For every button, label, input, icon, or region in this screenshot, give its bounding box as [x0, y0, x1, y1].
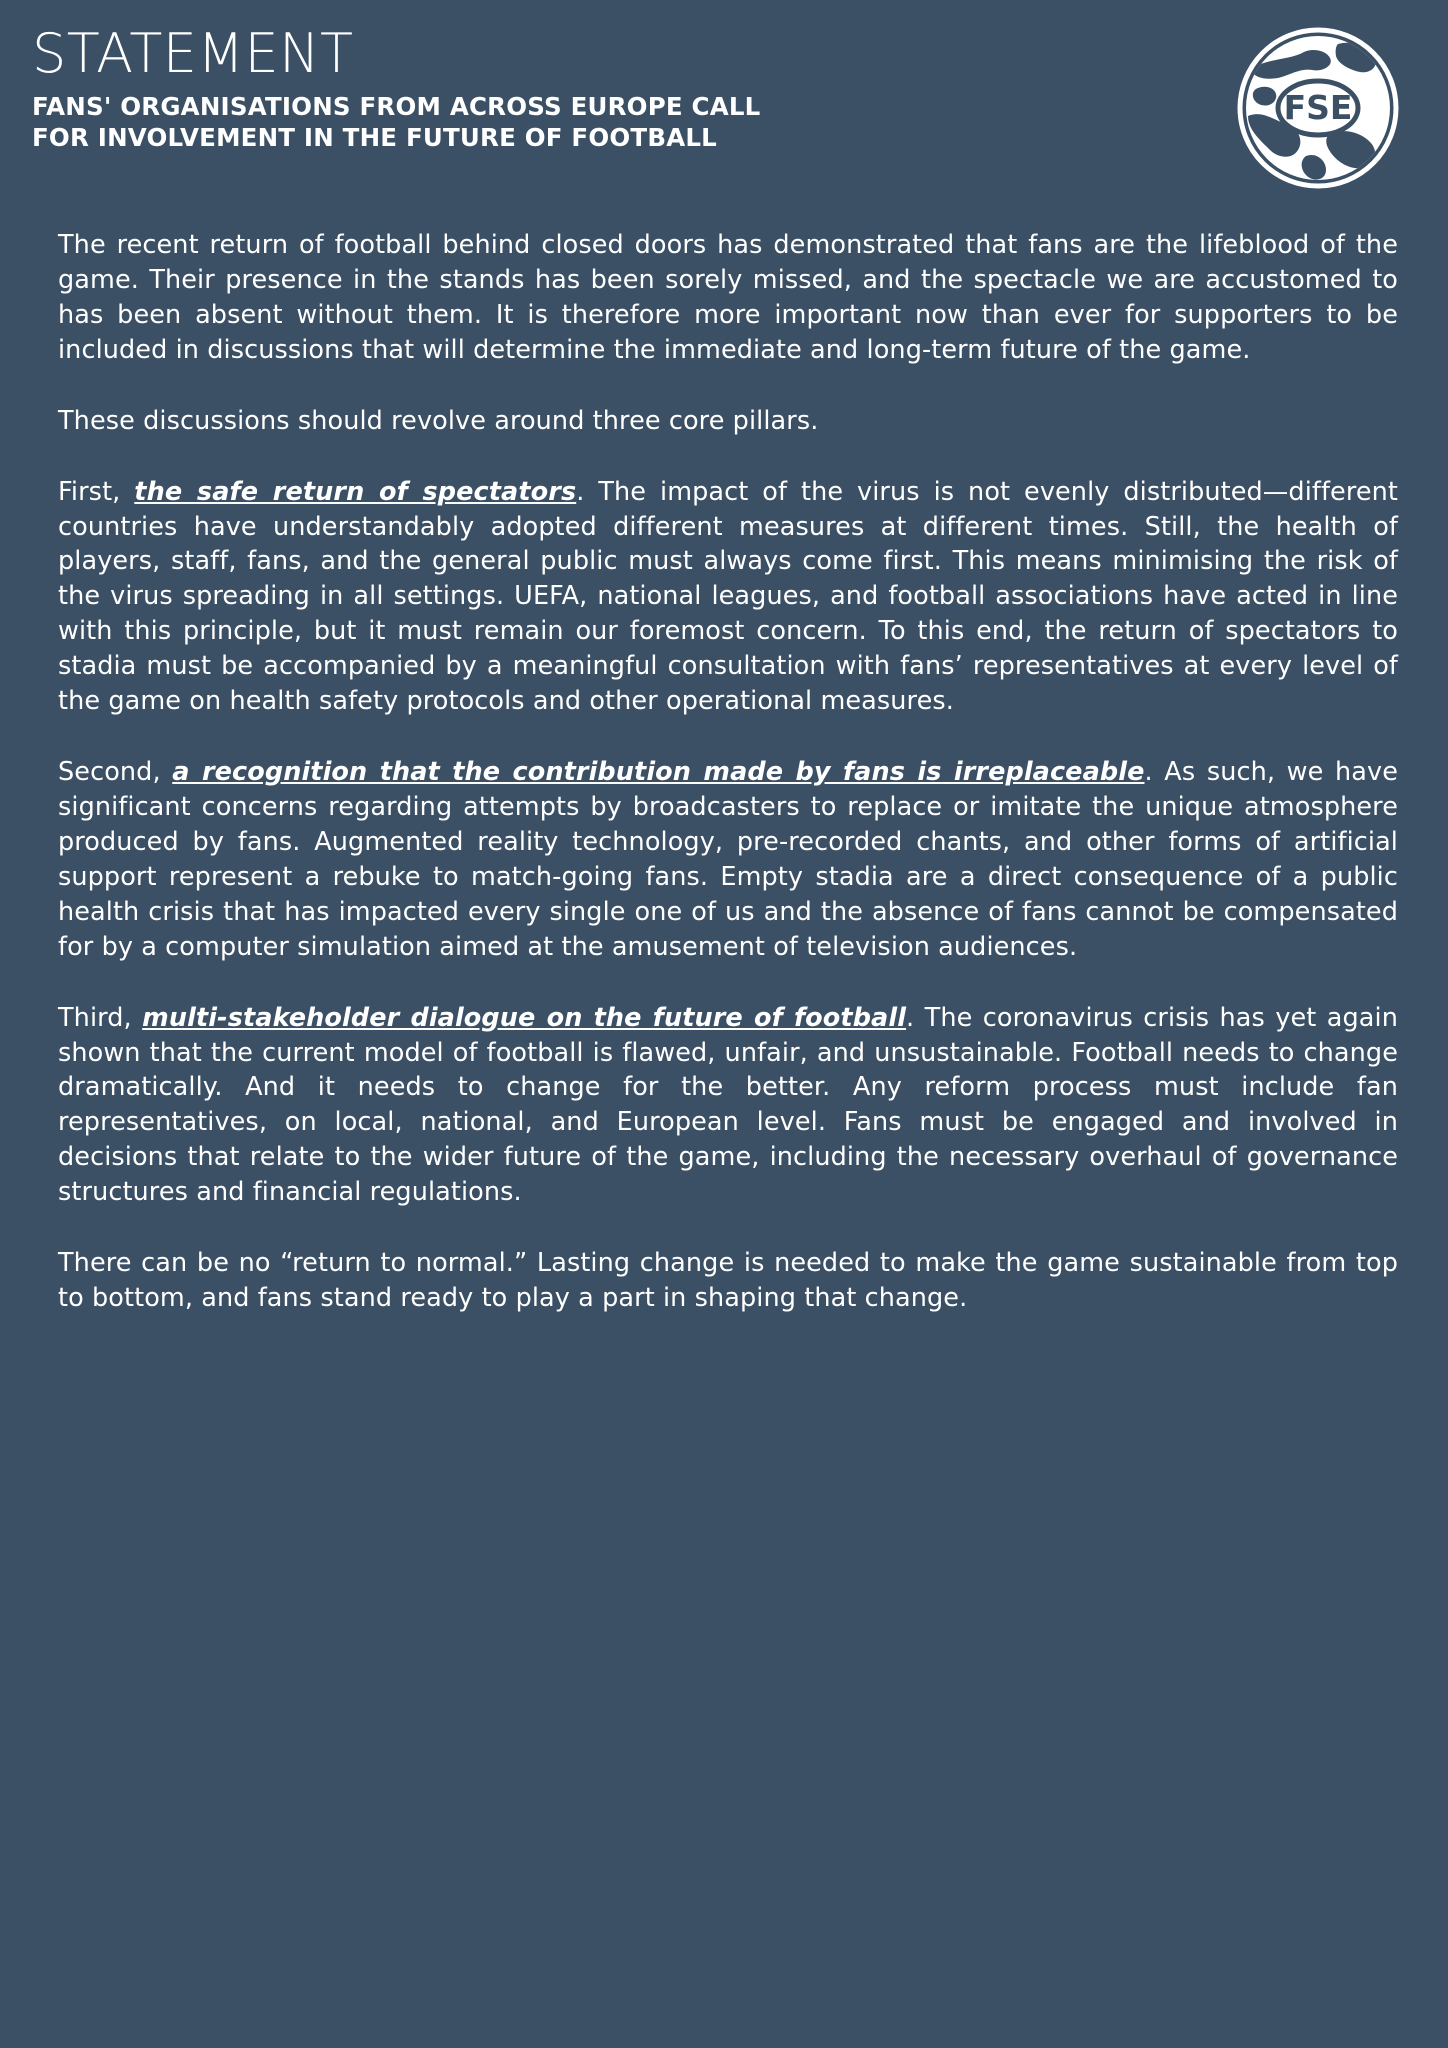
- pillar-one-emphasis: the safe return of spectators: [134, 476, 577, 507]
- pillar-two-lead: Second,: [58, 757, 173, 788]
- paragraph-intro: The recent return of football behind closed doors has demonstrated that fans are the lifeblood of the game. Their presence in the stands has been sorely missed, and the spectacle we are accustomed to has been absent without them. It is therefore more important now than ever for supporters to be included in discussions that will determine the immediate and long-term future of the game.: [58, 230, 1398, 365]
- header-text-block: [32, 22, 761, 154]
- paragraph-conclusion: There can be no “return to normal.” Lasting change is needed to make the game sustainable from top to bottom, and fans stand ready to play a part in shaping that change.: [58, 1248, 1398, 1314]
- paragraph-pillars-lead: These discussions should revolve around three core pillars.: [58, 405, 819, 436]
- pillar-three-emphasis: multi-stakeholder dialogue on the future of football: [142, 1002, 907, 1033]
- page-subtitle-line-1: FANS' ORGANISATIONS FROM ACROSS EUROPE CALL: [32, 92, 761, 122]
- document-header: [0, 0, 1448, 192]
- paragraph-pillar-three: [58, 1001, 1398, 1211]
- pillar-one-lead: First,: [58, 476, 135, 507]
- pillar-three-text: . The coronavirus crisis has yet again shown that the current model of football is flawed, unfair, and unsustainable. Football needs to change dramatically. And it needs to change for the better. Any reform process must include fan representatives, on local, national, and European level. Fans must be engaged and involved in decisions that relate to the wider future of the game, including the necessary overhaul of governance structures and financial regulations.: [58, 1002, 1398, 1208]
- page-subtitle-line-2: FOR INVOLVEMENT IN THE FUTURE OF FOOTBALL: [32, 123, 717, 153]
- pillar-one-text: . The impact of the virus is not evenly distributed—different countries have understandably adopted different measures at different times. Still, the health of players, staff, fans, and the general public must always come first. This means minimising the risk of the virus spreading in all settings. UEFA, national leagues, and football associations have acted in line with this principle, but it must remain our foremost concern. To this end, the return of spectators to stadia must be accompanied by a meaningful consultation with fans’ representatives at every level of the game on health safety protocols and other operational measures.: [58, 476, 1398, 717]
- pillar-two-emphasis: a recognition that the contribution made by fans is irreplaceable: [172, 757, 1145, 788]
- pillar-two-text: . As such, we have significant concerns regarding attempts by broadcasters to replace or imitate the unique atmosphere produced by fans. Augmented reality technology, pre-recorded chants, and other forms of artificial support represent a rebuke to match-going fans. Empty stadia are a direct consequence of a public health crisis that has impacted every single one of us and the absence of fans cannot be compensated for by a computer simulation aimed at the amusement of television audiences.: [58, 757, 1398, 962]
- page-subtitle: [32, 91, 761, 154]
- fse-logo: [1234, 24, 1402, 192]
- page-title: STATEMENT: [32, 22, 354, 85]
- statement-body: [0, 192, 1448, 1356]
- fse-logo-text: FSE: [1283, 88, 1353, 127]
- pillar-three-lead: Third,: [58, 1002, 143, 1033]
- paragraph-pillar-one: [58, 475, 1398, 719]
- paragraph-pillar-two: [58, 755, 1398, 965]
